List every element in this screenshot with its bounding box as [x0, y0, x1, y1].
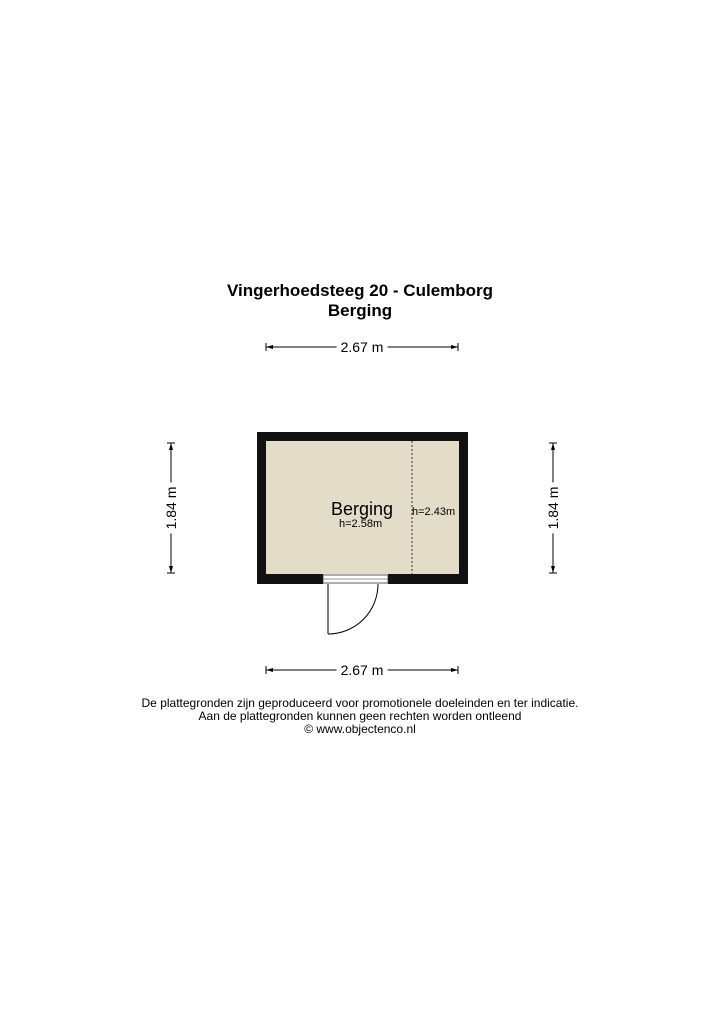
copyright-line: © www.objectenco.nl	[304, 722, 416, 736]
plan-subtitle: Berging	[327, 301, 393, 320]
plan-title: Vingerhoedsteeg 20 - Culemborg	[226, 281, 494, 300]
disclaimer-line-1: De plattegronden zijn geproduceerd voor promotionele doeleinden en ter indicatie.	[141, 696, 579, 710]
left-depth-label: 1.84 m	[163, 483, 179, 534]
room-name-label: Berging	[330, 499, 394, 519]
disclaimer-line-2: Aan de plattegronden kunnen geen rechten worden ontleend	[198, 709, 522, 723]
right-depth-label: 1.84 m	[545, 483, 561, 534]
room-height-side: h=2.43m	[412, 506, 456, 518]
top-width-label: 2.67 m	[337, 339, 388, 355]
door-icon	[323, 575, 388, 634]
bottom-width-label: 2.67 m	[337, 662, 388, 678]
room-height-main: h=2.58m	[339, 518, 383, 530]
